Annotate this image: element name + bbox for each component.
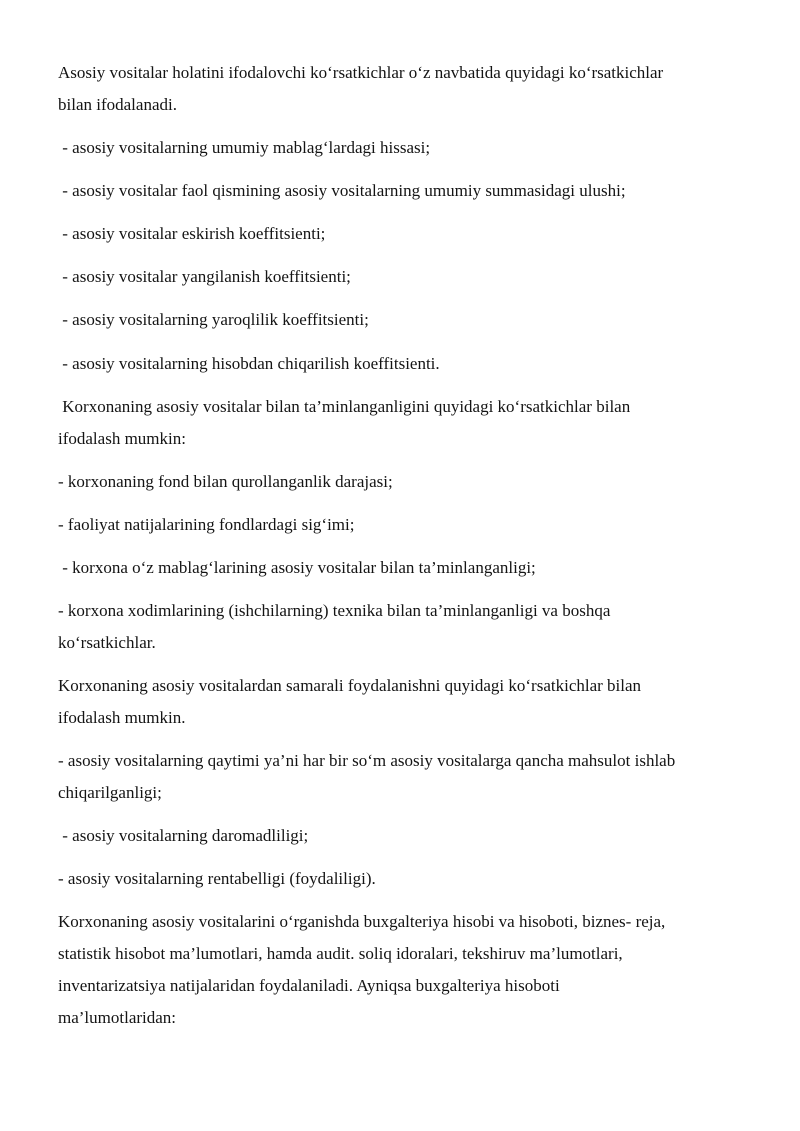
text-line: Korxonaning asosiy vositalardan samarali foydalanishni quyidagi ko‘rsatkichlar bilan [58, 676, 642, 695]
text-line: - asosiy vositalarning rentabelligi (foydaliligi). [58, 869, 376, 888]
text-line: - asosiy vositalar yangilanish koeffitsienti; [58, 267, 351, 286]
text-line: ifodalash mumkin. [58, 708, 186, 727]
text-line: - korxona o‘z mablag‘larining asosiy vositalar bilan ta’minlanganligi; [58, 558, 536, 577]
text-line: - asosiy vositalar eskirish koeffitsienti; [58, 224, 326, 243]
text-line: - asosiy vositalarning qaytimi ya’ni har bir so‘m asosiy vositalarga qancha mahsulot ishlab [58, 751, 676, 770]
text-line: - asosiy vositalar faol qismining asosiy vositalarning umumiy summasidagi ulushi; [58, 181, 626, 200]
text-line: ma’lumotlaridan: [58, 1008, 177, 1027]
text-line: - korxona xodimlarining (ishchilarning) texnika bilan ta’minlanganligi va boshqa [58, 601, 611, 620]
text-line: ko‘rsatkichlar. [58, 633, 156, 652]
text-line: Korxonaning asosiy vositalar bilan ta’minlanganligini quyidagi ko‘rsatkichlar bilan [58, 397, 631, 416]
text-line: Asosiy vositalar holatini ifodalovchi ko‘rsatkichlar o‘z navbatida quyidagi ko‘rsatkichlar [58, 63, 664, 82]
text-line: - korxonaning fond bilan qurollanganlik darajasi; [58, 472, 393, 491]
text-line: chiqarilganligi; [58, 783, 162, 802]
text-line: - asosiy vositalarning umumiy mablag‘lardagi hissasi; [58, 138, 431, 157]
text-line: - faoliyat natijalarining fondlardagi sig‘imi; [58, 515, 355, 534]
text-line: bilan ifodalanadi. [58, 95, 177, 114]
text-line: - asosiy vositalarning yaroqlilik koeffitsienti; [58, 310, 369, 329]
text-line: ifodalash mumkin: [58, 429, 186, 448]
text-line: statistik hisobot ma’lumotlari, hamda audit. soliq idoralari, tekshiruv ma’lumotlari, [58, 944, 623, 963]
text-line: inventarizatsiya natijalaridan foydalaniladi. Ayniqsa buxgalteriya hisoboti [58, 976, 560, 995]
text-line: Korxonaning asosiy vositalarini o‘rganishda buxgalteriya hisobi va hisoboti, biznes- reja, [58, 912, 666, 931]
text-line: - asosiy vositalarning hisobdan chiqarilish koeffitsienti. [58, 354, 440, 373]
text-line: - asosiy vositalarning daromadliligi; [58, 826, 309, 845]
